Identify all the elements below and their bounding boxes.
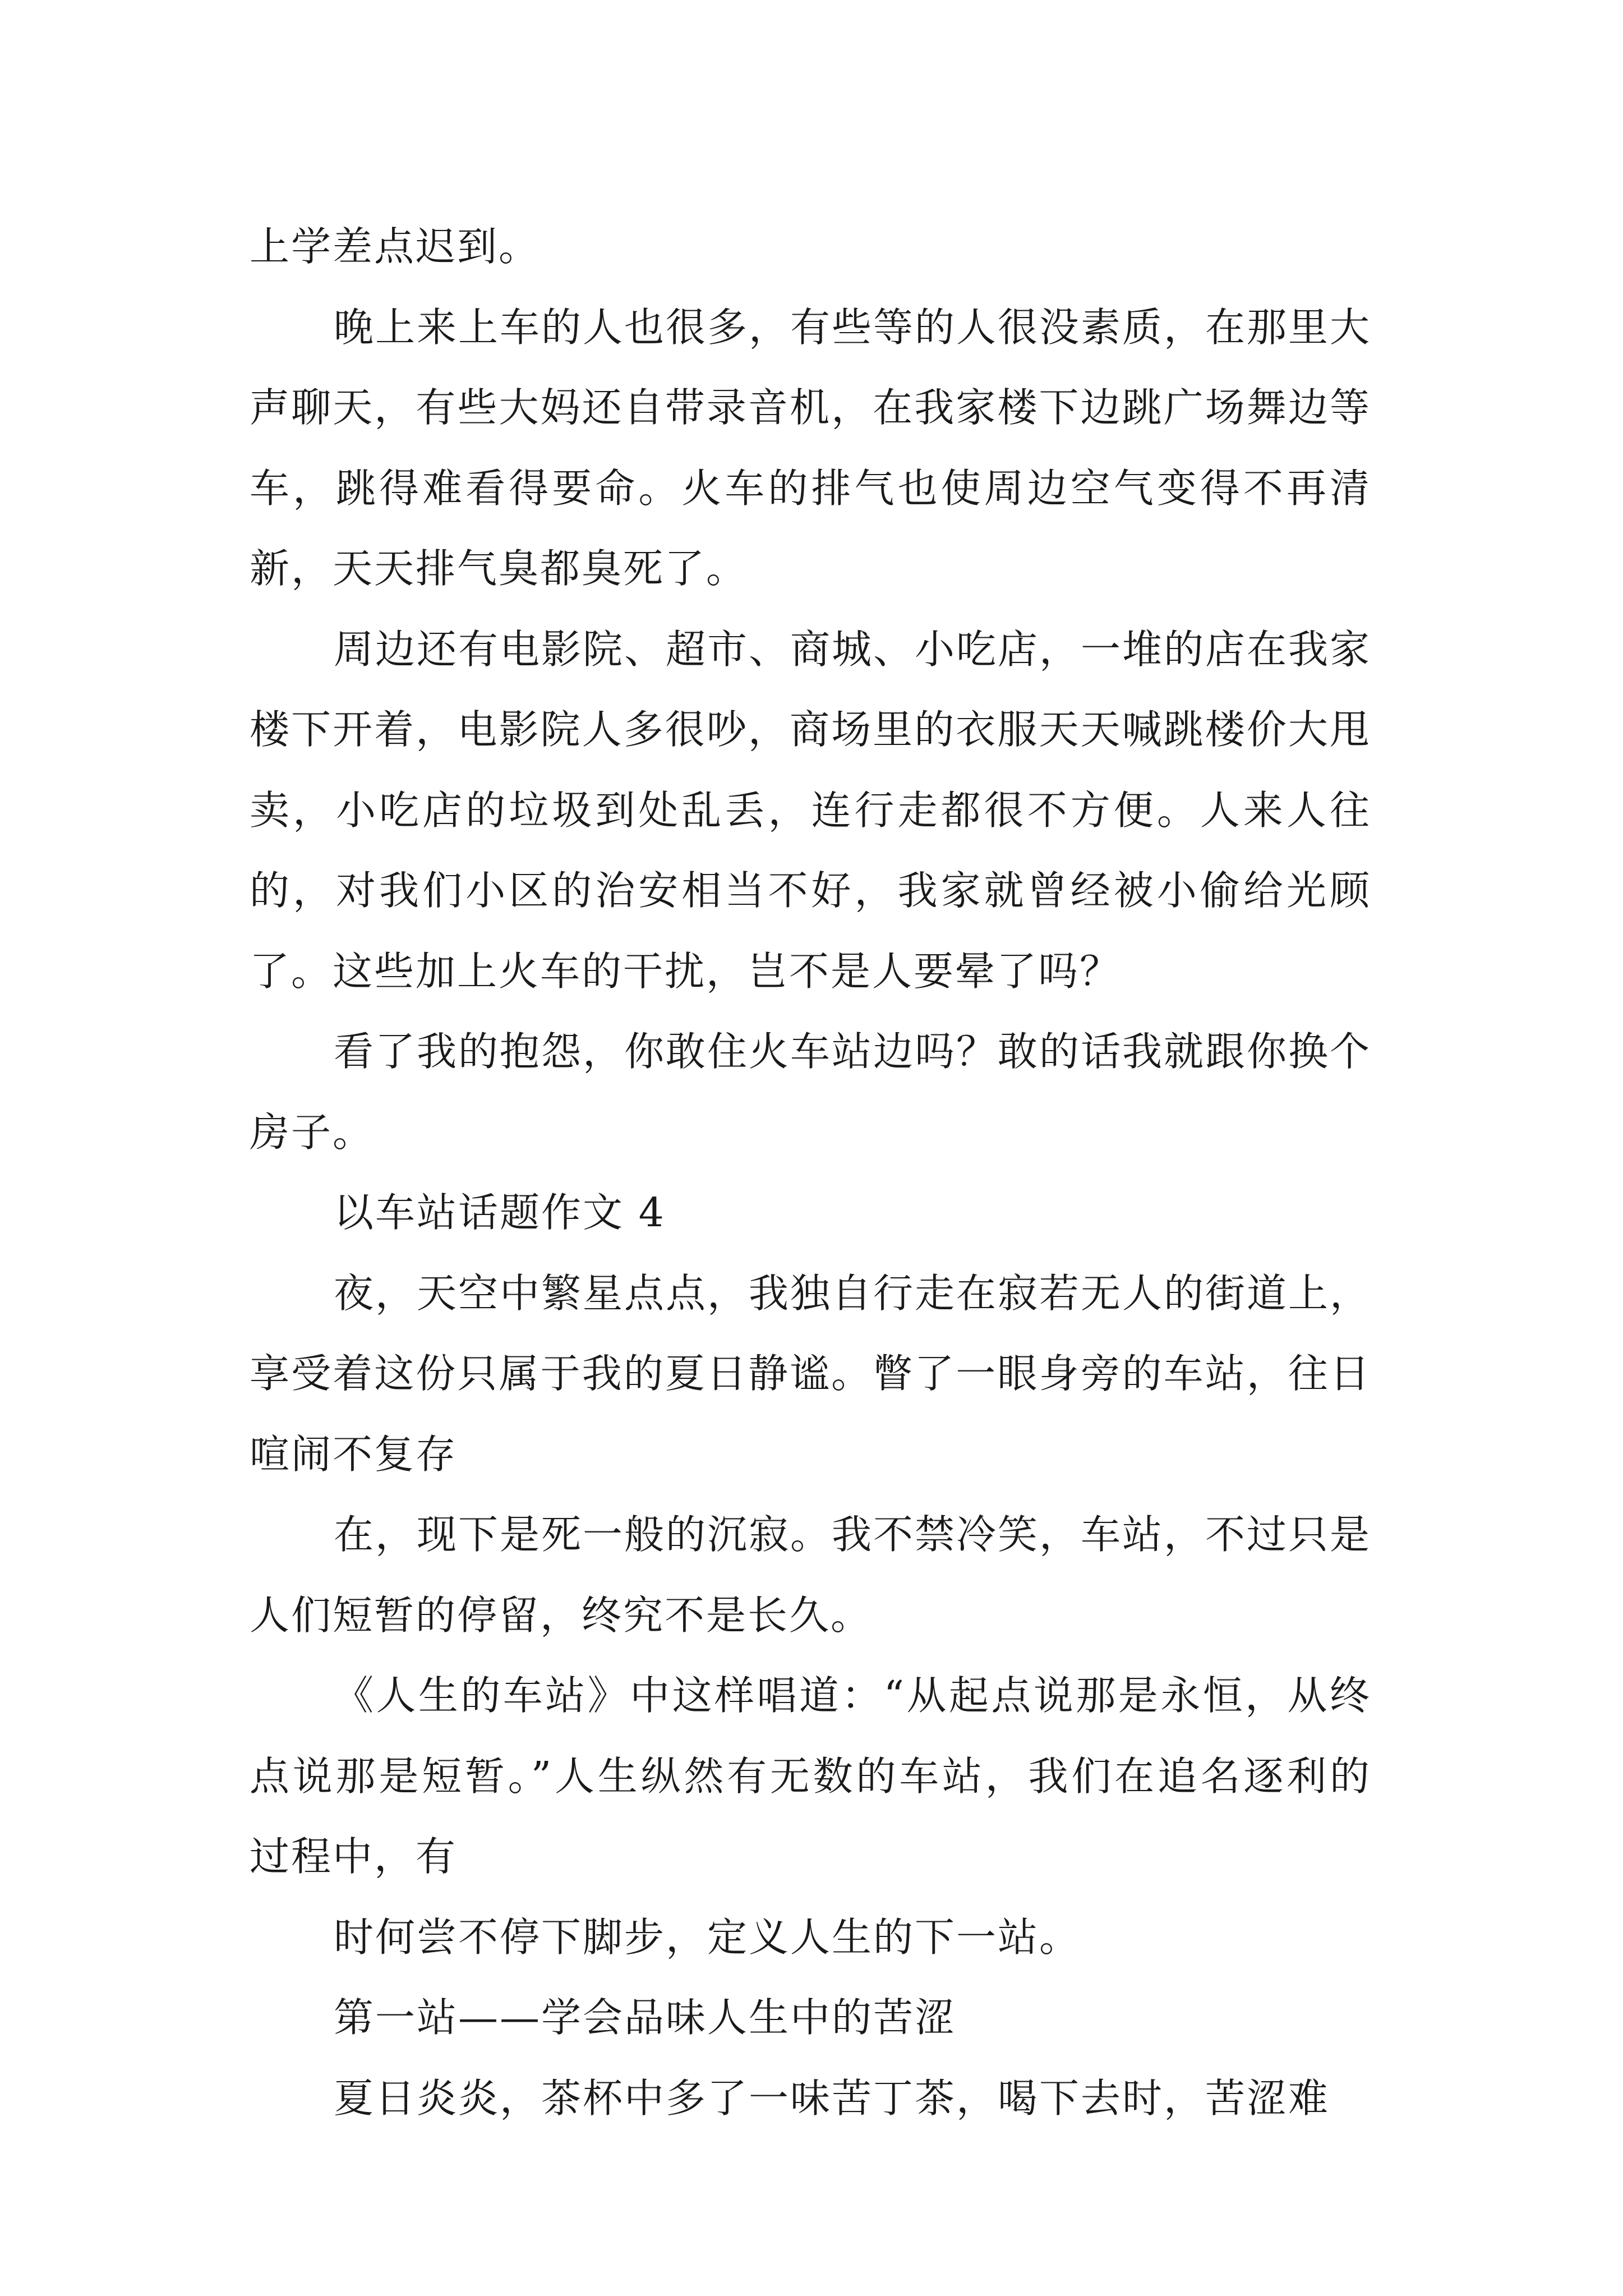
- paragraph: 周边还有电影院、超市、商城、小吃店，一堆的店在我家楼下开着，电影院人多很吵，商场里的衣服天天喊跳楼价大甩卖，小吃店的垃圾到处乱丢，连行走都很不方便。人来人往的，对我们小区的治安相当不好，我家就曾经被小偷给光顾了。这些加上火车的干扰，岂不是人要晕了吗？: [250, 625, 1372, 995]
- subheading: 第一站——学会品味人生中的苦涩: [334, 1994, 957, 2041]
- paragraph: 时何尝不停下脚步，定义人生的下一站。: [334, 1913, 1081, 1961]
- paragraph: 在，现下是死一般的沉寂。我不禁冷笑，车站，不过只是人们短暂的停留，终究不是长久。: [250, 1511, 1372, 1639]
- section-heading: 以车站话题作文 4: [334, 1189, 666, 1236]
- paragraph: 《人生的车站》中这样唱道：“从起点说那是永恒，从终点说那是短暂。”人生纵然有无数的车站，我们在追名逐利的过程中，有: [250, 1672, 1371, 1880]
- paragraph: 夏日炎炎，茶杯中多了一味苦丁茶，喝下去时，苦涩难: [334, 2074, 1330, 2122]
- document-body: [250, 206, 1371, 2138]
- paragraph: 晚上来上车的人也很多，有些等的人很没素质，在那里大声聊天，有些大妈还自带录音机，在我家楼下边跳广场舞边等车，跳得难看得要命。火车的排气也使周边空气变得不再清新，天天排气臭都臭死了。: [250, 303, 1372, 592]
- paragraph: 上学差点迟到。: [250, 223, 541, 270]
- paragraph: 看了我的抱怨，你敢住火车站边吗？敢的话我就跟你换个房子。: [250, 1028, 1372, 1156]
- paragraph: 夜，天空中繁星点点，我独自行走在寂若无人的街道上，享受着这份只属于我的夏日静谧。瞥了一眼身旁的车站，往日喧闹不复存: [250, 1269, 1372, 1478]
